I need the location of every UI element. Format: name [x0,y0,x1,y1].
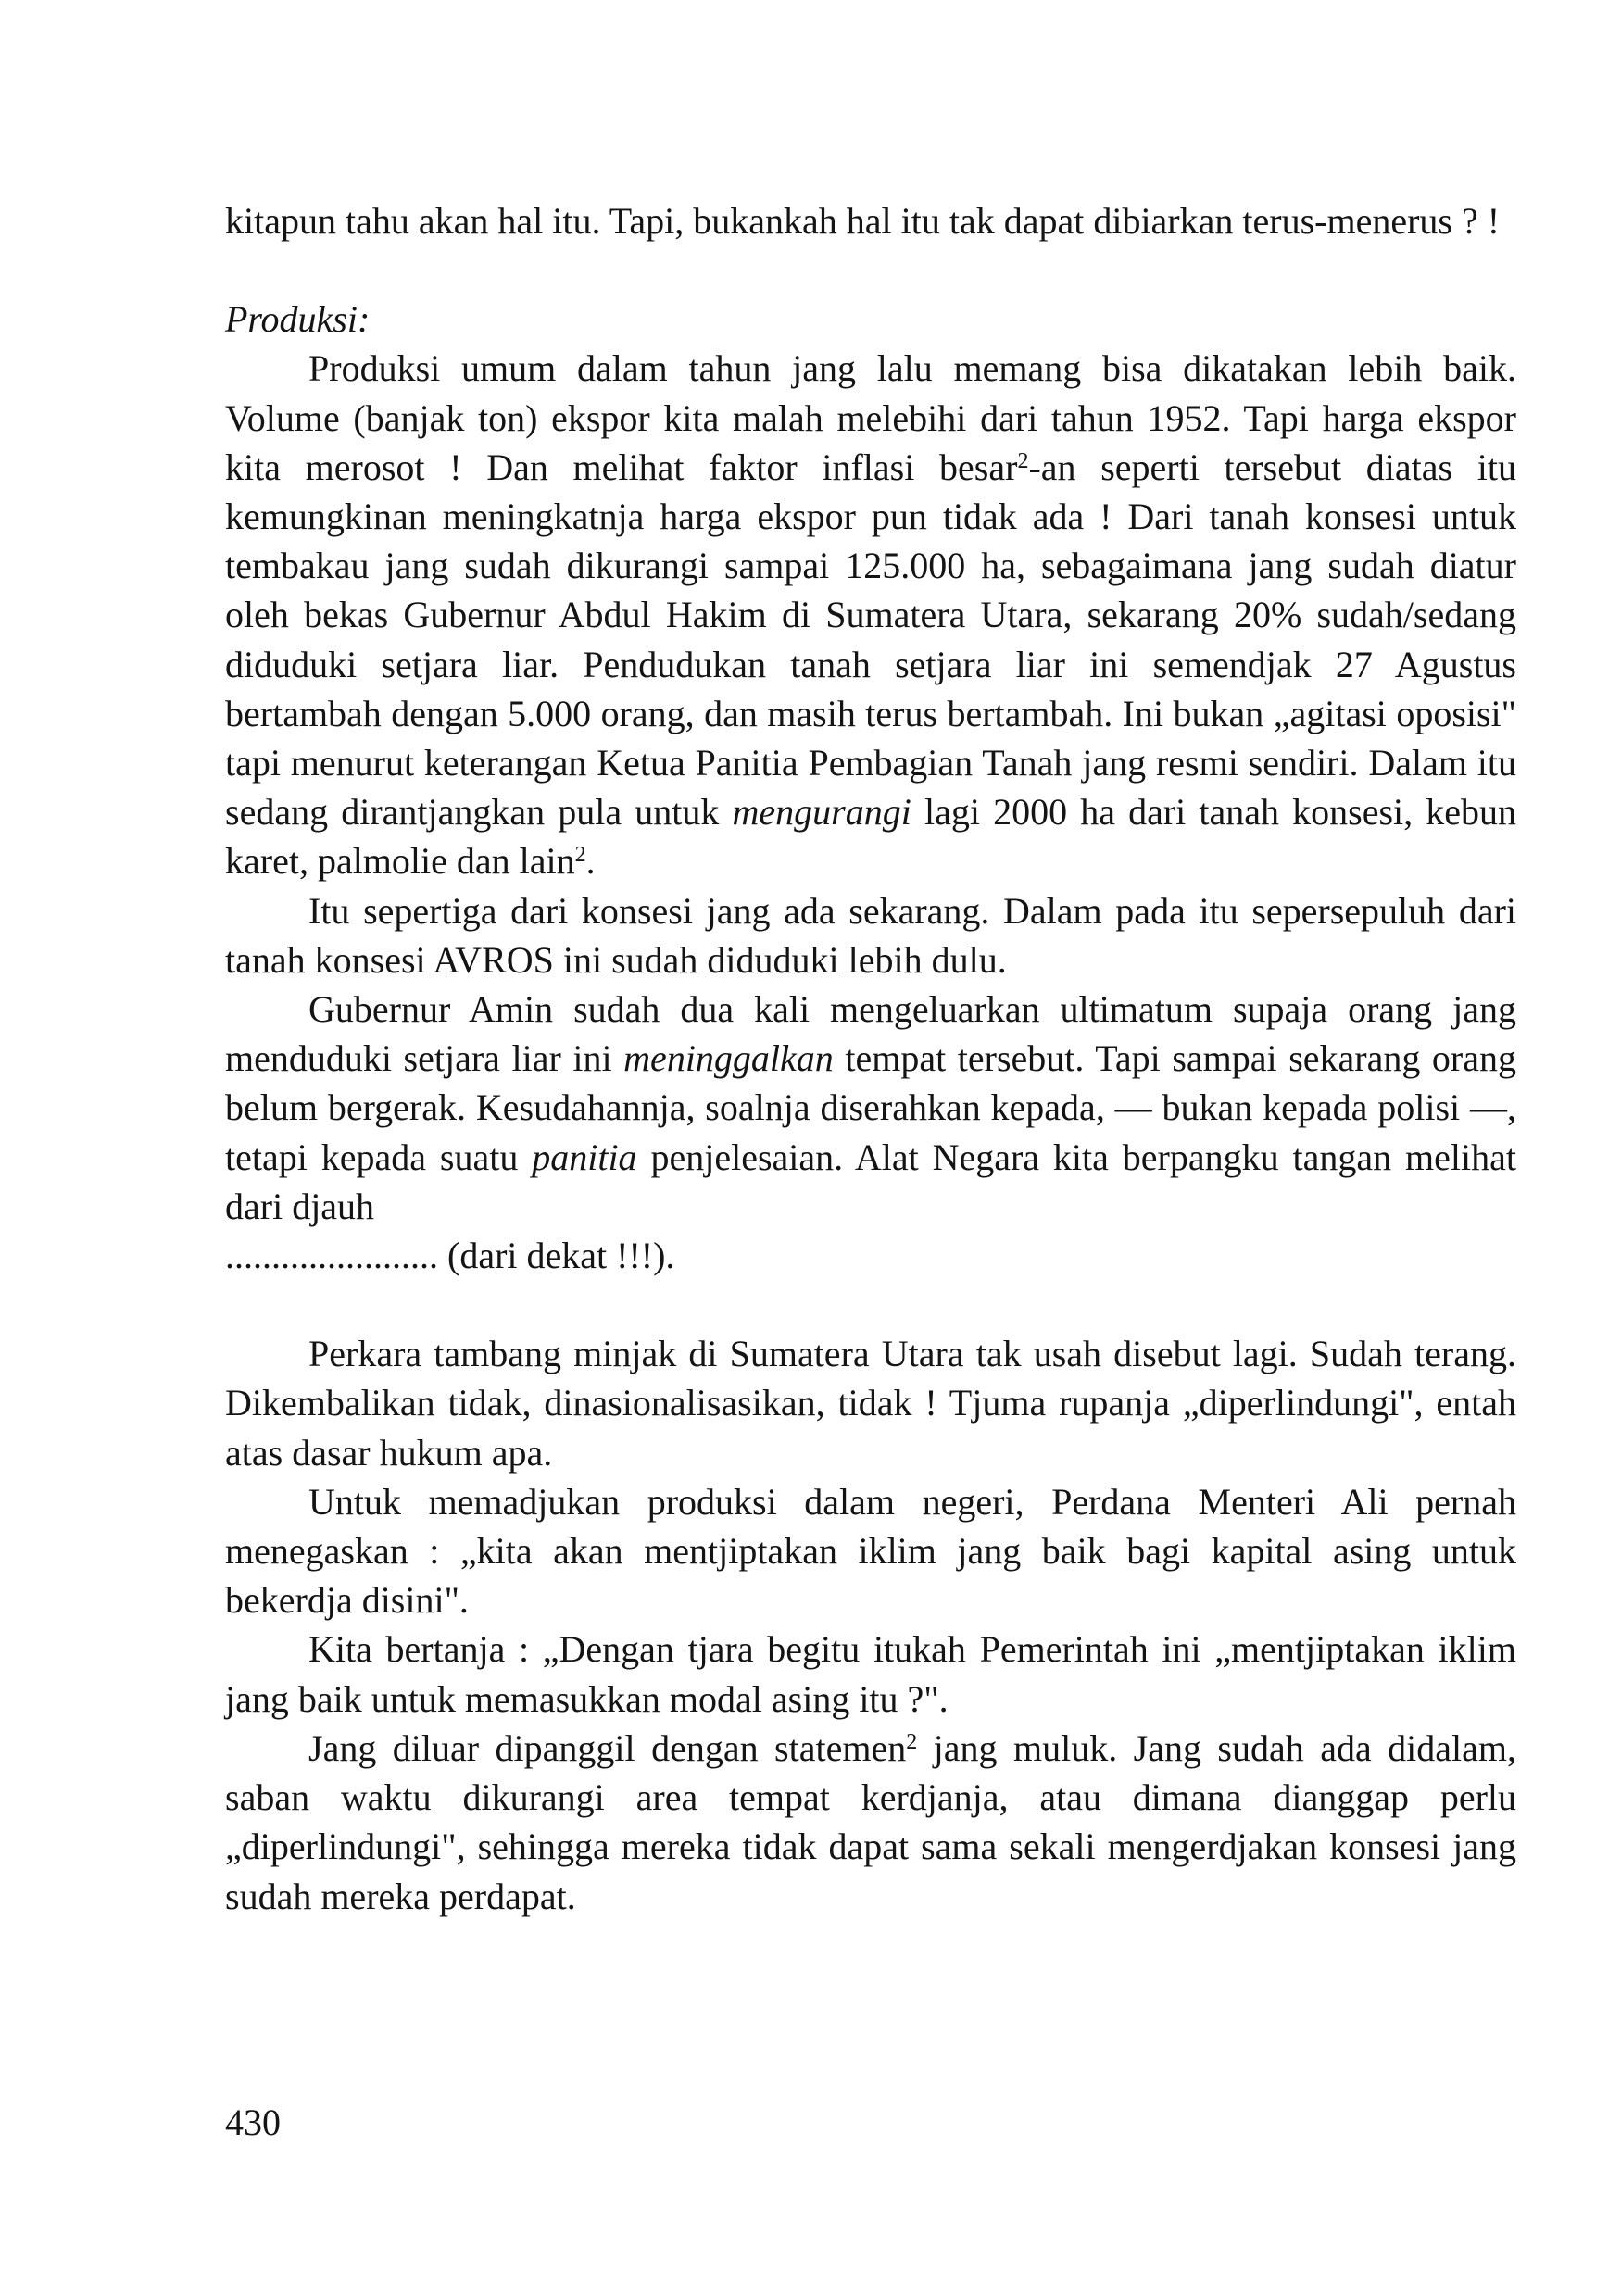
text-run: penjelesaian. Alat Negara kita berpangku tangan melihat dari djauh [225,1135,1516,1227]
text-run: ....................... (dari dekat !!!). [225,1235,675,1277]
paragraph-continuation: kitapun tahu akan hal itu. Tapi, bukankah hal itu tak dapat dibiarkan terus-menerus ? ! [225,200,1501,242]
text-run: jang muluk. Jang sudah ada didalam, saban waktu dikurangi area tempat kerdjanja, atau dimana dianggap perlu „diperlindungi", sehingga mereka tidak dapat sama sekali mengerdjakan konsesi jang sudah mereka perdapat. [225,1726,1517,1917]
page-number: 430 [225,2102,281,2143]
paragraph-sepertiga: Itu sepertiga dari konsesi jang ada sekarang. Dalam pada itu sepersepuluh dari tanah konsesi AVROS ini sudah diduduki lebih dulu. [225,889,1516,981]
paragraph-perdana-menteri: Untuk memadjukan produksi dalam negeri, Perdana Menteri Ali pernah menegaskan : „kita akan mentjiptakan iklim jang baik bagi kapital asing untuk bekerdja disini". [225,1480,1516,1622]
emphasis-meninggalkan: meninggalkan [623,1037,834,1080]
superscript: 2 [906,1729,918,1754]
text-run: Jang diluar dipanggil dengan statemen [308,1726,907,1769]
superscript: 2 [574,843,586,868]
superscript: 2 [1017,448,1029,473]
paragraph-gubernur-amin [225,985,1516,1280]
text-run: . [585,840,596,883]
paragraph-kita-bertanja: Kita bertanja : „Dengan tjara begitu itukah Pemerintah ini „mentjiptakan iklim jang baik untuk memasukkan modal asing itu ?". [225,1628,1516,1720]
paragraph-jang-diluar [225,1724,1516,1921]
text-run: Produksi umum dalam tahun jang lalu memang bisa dikatakan lebih baik. Volume (banjak ton) ekspor kita malah melebihi dari tahun 1952. Tapi harga ekspor kita merosot ! Dan melihat faktor inflasi besar [225,347,1516,488]
section-heading-produksi: Produksi: [225,298,371,341]
emphasis-panitia: panitia [532,1135,637,1178]
paragraph-tambang-minjak: Perkara tambang minjak di Sumatera Utara tak usah disebut lagi. Sudah terang. Dikembalikan tidak, dinasionalisasikan, tidak ! Tjuma rupanja „diperlindungi", entah atas dasar hukum apa. [225,1333,1516,1474]
text-run: -an seperti tersebut diatas itu kemungkinan meningkatnja harga ekspor pun tidak ada ! Dari tanah konsesi untuk tembakau jang sudah dikurangi sampai 125.000 ha, sebagaimana jang sudah diatur oleh bekas Gubernur Abdul Hakim di Sumatera Utara, sekarang 20% sudah/sedang diduduki setjara liar. Pendudukan tanah setjara liar ini semendjak 27 Agustus bertambah dengan 5.000 orang, dan masih terus bertambah. Ini bukan „agitasi oposisi" tapi menurut keterangan Ketua Panitia Pembagian Tanah jang resmi sendiri. Dalam itu sedang dirantjangkan pula untuk [225,445,1517,834]
text-run: lagi 2000 ha dari tanah konsesi, kebun karet, palmolie dan lain [225,791,1517,883]
paragraph-produksi [225,344,1516,885]
page-body [225,196,1516,1921]
text-run: tempat tersebut. Tapi sampai sekarang orang belum bergerak. Kesudahannja, soalnja diserahkan kepada, — bukan kepada polisi —, tetapi kepada suatu [225,1037,1517,1178]
emphasis-mengurangi: mengurangi [732,791,911,834]
text-run: Gubernur Amin sudah dua kali mengeluarkan ultimatum supaja orang jang menduduki setjara liar ini [225,988,1516,1080]
